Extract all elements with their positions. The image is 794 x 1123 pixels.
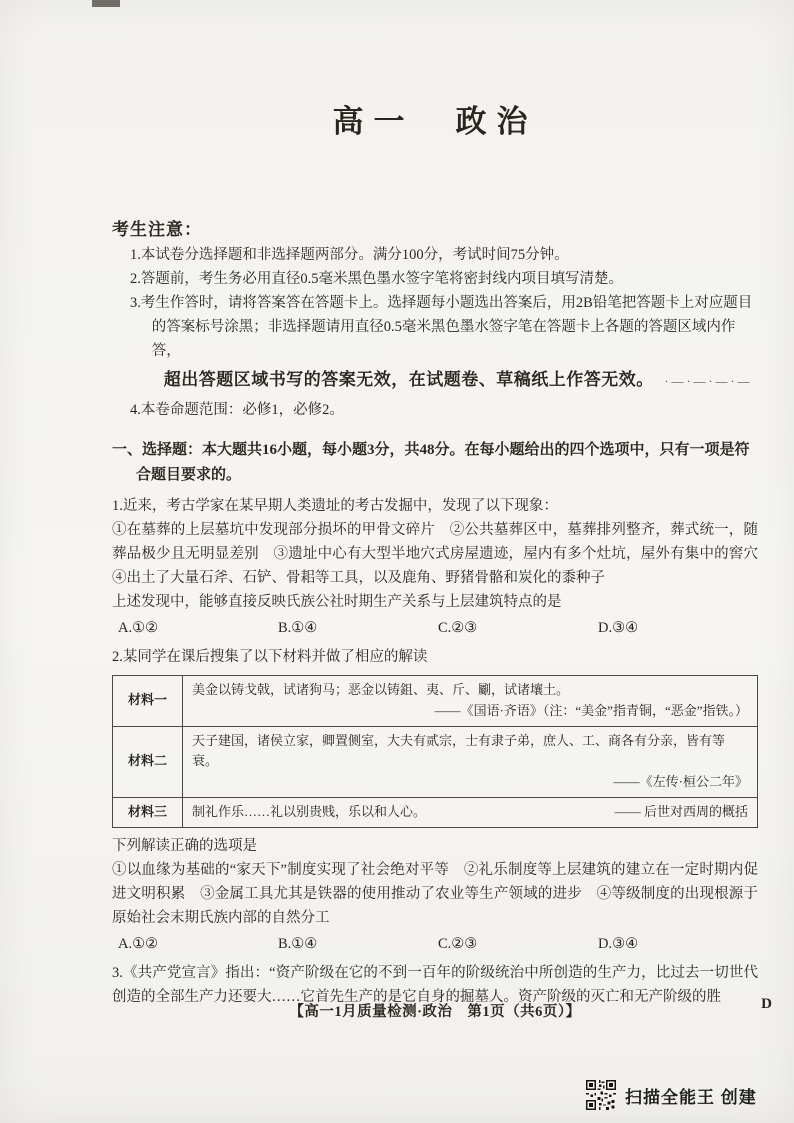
materials-table	[112, 675, 758, 828]
notice-items	[130, 243, 758, 422]
material-3-label: 材料三	[113, 798, 183, 828]
material-1-source: ——《国语·齐语》（注：“美金”指青铜，“恶金”指铁。）	[434, 702, 748, 718]
question-1-option-a: A.①②	[118, 619, 159, 636]
section-one-heading: 一、选择题：本大题共16小题，每小题3分，共48分。在每小题给出的四个选项中，只有一项是符合题目要求的。	[112, 441, 750, 484]
page-content	[112, 0, 773, 1009]
material-2-source: ——《左传·桓公二年》	[613, 774, 748, 790]
page-title: 高一 政治	[332, 104, 538, 139]
scanner-app-label: 扫描全能王 创建	[625, 1087, 757, 1107]
question-1	[112, 494, 773, 640]
qr-code-icon	[586, 1080, 616, 1110]
material-3-text: 制礼作乐……礼以别贵贱，乐以和人心。	[192, 804, 427, 820]
notice-item-3-warning	[164, 366, 758, 394]
scanner-stamp	[586, 1080, 757, 1110]
question-2-option-c: C.②③	[438, 936, 478, 953]
materials-table-row-1	[113, 676, 758, 727]
notice-warning-text: 超出答题区域书写的答案无效，在试题卷、草稿纸上作答无效。	[163, 370, 654, 390]
question-1-options	[112, 616, 758, 640]
question-2-option-a: A.①②	[118, 936, 159, 953]
question-1-ask: 上述发现中，能够直接反映氏族公社时期生产关系与上层建筑特点的是	[112, 593, 562, 610]
question-2-options	[112, 932, 758, 956]
question-1-items: ①在墓葬的上层墓坑中发现部分损坏的甲骨文碎片 ②公共墓葬区中，墓葬排列整齐，葬式统一，随葬品极少且无明显差别 ③遗址中心有大型半地穴式房屋遗迹，屋内有多个灶坑，屋外有集中的窖穴 ④出土了大量石斧、石铲、骨耜等工具，以及鹿角、野猪骨骼和炭化的黍种子	[112, 521, 773, 586]
question-1-stem: 1.近来，考古学家在某早期人类遗址的考古发掘中，发现了以下现象：	[112, 497, 558, 514]
question-2-ask: 下列解读正确的选项是	[112, 837, 257, 854]
material-2-label: 材料二	[113, 726, 183, 797]
question-1-option-c: C.②③	[438, 619, 478, 636]
notice-heading: 考生注意：	[112, 220, 202, 239]
notice-item-1: 1.本试卷分选择题和非选择题两部分。满分100分，考试时间75分钟。	[130, 247, 569, 263]
material-1-text: 美金以铸戈戟，试诸狗马；恶金以铸鉏、夷、斤、劚，试诸壤土。	[192, 682, 570, 698]
question-1-option-d: D.③④	[598, 619, 639, 636]
material-2-text: 天子建国，诸侯立家，卿置侧室，大夫有贰宗，士有隶子弟，庶人、工、商各有分亲，皆有等衰。	[192, 732, 726, 769]
question-1-option-b: B.①④	[278, 619, 318, 636]
materials-table-row-2	[113, 726, 758, 797]
question-3-stem: 3.《共产党宣言》指出：“资产阶级在它的不到一百年的阶级统治中所创造的生产力，比过去一切世代创造的全部生产力还要大……它首先生产的是它自身的掘墓人。资产阶级的灭亡和无产阶级的胜	[112, 965, 758, 1006]
question-2-items: ①以血缘为基础的“家天下”制度实现了社会绝对平等 ②礼乐制度等上层建筑的建立在一定时期内促进文明积累 ③金属工具尤其是铁器的使用推动了农业等生产领域的进步 ④等级制度的出现根源于原始社会末期氏族内部的自然分工	[112, 861, 758, 926]
page-footer: 【高一1月质量检测·政治 第1页（共6页）】	[289, 1004, 581, 1020]
paper-version-letter: D	[761, 996, 772, 1012]
material-1-label: 材料一	[113, 676, 183, 727]
notice-item-2: 2.答题前，考生务必用直径0.5毫米黑色墨水签字笔将密封线内项目填写清楚。	[130, 271, 623, 288]
material-1-content	[183, 676, 758, 727]
notice-item-4: 4.本卷命题范围：必修1，必修2。	[130, 401, 344, 418]
question-2	[112, 645, 758, 956]
question-2-option-b: B.①④	[278, 936, 318, 953]
materials-table-row-3	[113, 798, 758, 828]
material-3-source: —— 后世对西周的概括	[614, 804, 748, 820]
notice-item-3	[130, 291, 758, 394]
notice-warning-emphasis-marks: ·—·—·—·—	[664, 374, 753, 389]
material-2-content	[183, 726, 758, 797]
question-2-stem: 2.某同学在课后搜集了以下材料并做了相应的解读	[112, 648, 428, 665]
examinee-notice	[112, 215, 758, 422]
question-2-option-d: D.③④	[598, 936, 639, 953]
notice-item-3-text: 3.考生作答时，请将答案答在答题卡上。选择题每小题选出答案后，用2B铅笔把答题卡上对应题目的答案标号涂黑；非选择题请用直径0.5毫米黑色墨水签字笔在答题卡上各题的答题区域内作答，	[130, 295, 753, 360]
material-3-content	[183, 798, 758, 828]
